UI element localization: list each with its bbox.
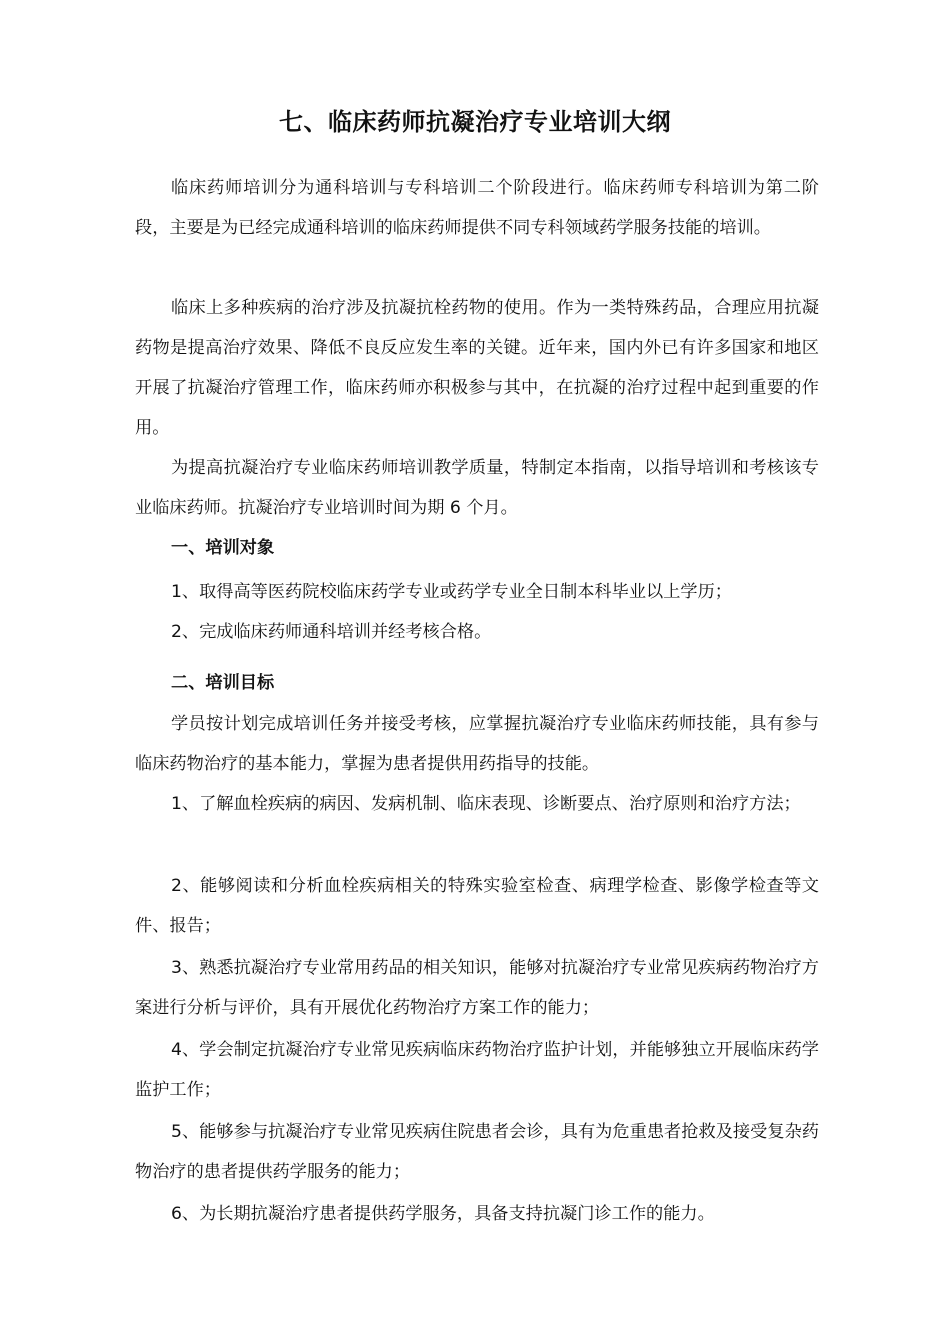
page-title: 七、临床药师抗凝治疗专业培训大纲	[279, 108, 671, 136]
intro-paragraph-2: 临床上多种疾病的治疗涉及抗凝抗栓药物的使用。作为一类特殊药品，合理应用抗凝药物是提高治疗效果、降低不良反应发生率的关键。近年来，国内外已有许多国家和地区开展了抗凝治疗管理工作，临床药师亦积极参与其中，在抗凝的治疗过程中起到重要的作用。	[135, 298, 819, 438]
list-item: 5、能够参与抗凝治疗专业常见疾病住院患者会诊，具有为危重患者抢救及接受复杂药物治疗的患者提供药学服务的能力；	[135, 1122, 819, 1182]
section-heading-trainees: 一、培训对象	[171, 538, 275, 558]
list-item: 3、熟悉抗凝治疗专业常用药品的相关知识，能够对抗凝治疗专业常见疾病药物治疗方案进行分析与评价，具有开展优化药物治疗方案工作的能力；	[135, 958, 819, 1018]
intro-paragraph-3: 为提高抗凝治疗专业临床药师培训教学质量，特制定本指南，以指导培训和考核该专业临床药师。抗凝治疗专业培训时间为期 6 个月。	[135, 458, 819, 518]
list-item: 2、完成临床药师通科培训并经考核合格。	[171, 622, 492, 642]
list-item: 1、取得高等医药院校临床药学专业或药学专业全日制本科毕业以上学历；	[171, 582, 732, 602]
list-item: 1、了解血栓疾病的病因、发病机制、临床表现、诊断要点、治疗原则和治疗方法；	[171, 794, 801, 814]
list-item: 2、能够阅读和分析血栓疾病相关的特殊实验室检查、病理学检查、影像学检查等文件、报告；	[135, 876, 819, 936]
section-heading-goals: 二、培训目标	[171, 673, 275, 693]
list-item: 6、为长期抗凝治疗患者提供药学服务，具备支持抗凝门诊工作的能力。	[171, 1204, 715, 1224]
intro-paragraph-1: 临床药师培训分为通科培训与专科培训二个阶段进行。临床药师专科培训为第二阶段，主要是为已经完成通科培训的临床药师提供不同专科领域药学服务技能的培训。	[135, 178, 819, 238]
list-item: 4、学会制定抗凝治疗专业常见疾病临床药物治疗监护计划，并能够独立开展临床药学监护工作；	[135, 1040, 819, 1100]
goals-lead-paragraph: 学员按计划完成培训任务并接受考核，应掌握抗凝治疗专业临床药师技能，具有参与临床药物治疗的基本能力，掌握为患者提供用药指导的技能。	[135, 714, 819, 774]
